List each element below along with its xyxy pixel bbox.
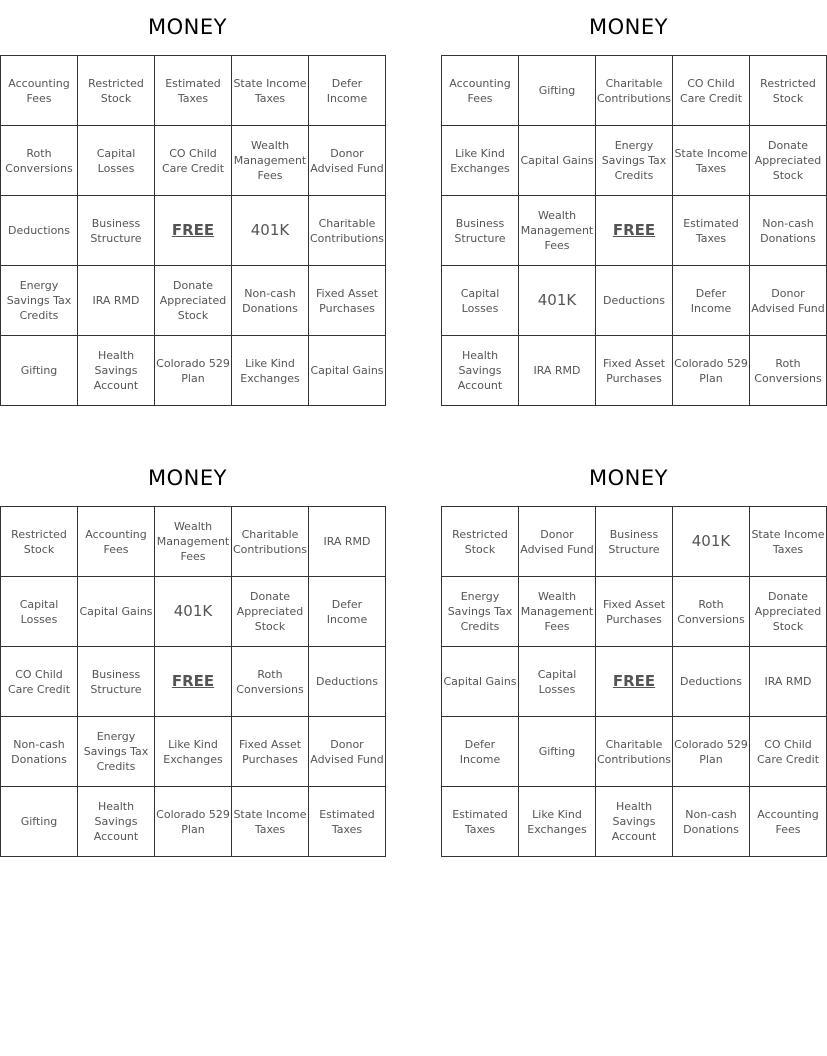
bingo-cell: CO Child Care Credit: [1, 647, 78, 717]
bingo-cell: Charitable Contributions: [596, 56, 673, 126]
bingo-grid: [0, 55, 386, 406]
free-space-cell: FREE: [155, 647, 232, 717]
grid-row: [1, 647, 386, 717]
bingo-cell: Fixed Asset Purchases: [232, 717, 309, 787]
bingo-cell: Restricted Stock: [1, 507, 78, 577]
bingo-cell: 401K: [155, 577, 232, 647]
bingo-cell: Deductions: [1, 196, 78, 266]
bingo-cell: Health Savings Account: [78, 787, 155, 857]
grid-row: [1, 266, 386, 336]
bingo-cell: Donor Advised Fund: [519, 507, 596, 577]
bingo-cell: Roth Conversions: [750, 336, 827, 406]
grid-row: [442, 56, 827, 126]
bingo-cell: Accounting Fees: [1, 56, 78, 126]
bingo-cell: Business Structure: [596, 507, 673, 577]
bingo-cell: Deductions: [673, 647, 750, 717]
bingo-cell: Health Savings Account: [442, 336, 519, 406]
grid-row: [442, 266, 827, 336]
bingo-cell: Colorado 529 Plan: [673, 717, 750, 787]
bingo-cell: CO Child Care Credit: [155, 126, 232, 196]
bingo-cell: 401K: [232, 196, 309, 266]
bingo-cell: Gifting: [1, 787, 78, 857]
bingo-cell: CO Child Care Credit: [750, 717, 827, 787]
grid-row: [442, 196, 827, 266]
bingo-cell: Wealth Management Fees: [155, 507, 232, 577]
bingo-cell: Capital Losses: [78, 126, 155, 196]
grid-row: [1, 196, 386, 266]
bingo-cell: Donor Advised Fund: [309, 126, 386, 196]
bingo-card-3: [0, 451, 384, 857]
grid-row: [1, 126, 386, 196]
bingo-cell: Fixed Asset Purchases: [596, 336, 673, 406]
bingo-cell: 401K: [673, 507, 750, 577]
bingo-cell: Gifting: [519, 717, 596, 787]
bingo-cell: Non-cash Donations: [232, 266, 309, 336]
bingo-cell: Defer Income: [309, 577, 386, 647]
bingo-cell: Health Savings Account: [78, 336, 155, 406]
bingo-cell: IRA RMD: [750, 647, 827, 717]
bingo-cell: Roth Conversions: [673, 577, 750, 647]
bingo-cell: Estimated Taxes: [442, 787, 519, 857]
bingo-cell: Restricted Stock: [442, 507, 519, 577]
bingo-cell: 401K: [519, 266, 596, 336]
bingo-cell: Donate Appreciated Stock: [155, 266, 232, 336]
card-title: MONEY: [148, 15, 227, 39]
bingo-cell: Donate Appreciated Stock: [750, 577, 827, 647]
bingo-cell: Non-cash Donations: [750, 196, 827, 266]
free-space-cell: FREE: [155, 196, 232, 266]
card-title: MONEY: [148, 466, 227, 490]
bingo-cell: Colorado 529 Plan: [673, 336, 750, 406]
bingo-cell: Non-cash Donations: [1, 717, 78, 787]
bingo-cell: Health Savings Account: [596, 787, 673, 857]
bingo-cell: Like Kind Exchanges: [442, 126, 519, 196]
bingo-cell: Defer Income: [442, 717, 519, 787]
bingo-cell: Deductions: [596, 266, 673, 336]
grid-row: [442, 577, 827, 647]
bingo-cell: IRA RMD: [309, 507, 386, 577]
bingo-cell: CO Child Care Credit: [673, 56, 750, 126]
bingo-cell: Restricted Stock: [750, 56, 827, 126]
bingo-cell: Gifting: [519, 56, 596, 126]
bingo-cell: Accounting Fees: [78, 507, 155, 577]
bingo-cell: Restricted Stock: [78, 56, 155, 126]
bingo-cell: Donate Appreciated Stock: [750, 126, 827, 196]
bingo-cell: Business Structure: [78, 196, 155, 266]
bingo-cell: Roth Conversions: [1, 126, 78, 196]
bingo-cell: Like Kind Exchanges: [232, 336, 309, 406]
free-space-cell: FREE: [596, 647, 673, 717]
bingo-cell: Capital Losses: [1, 577, 78, 647]
bingo-cell: IRA RMD: [78, 266, 155, 336]
card-title: MONEY: [589, 15, 668, 39]
bingo-cell: Capital Gains: [78, 577, 155, 647]
bingo-cell: Deductions: [309, 647, 386, 717]
bingo-cell: Charitable Contributions: [309, 196, 386, 266]
grid-row: [442, 717, 827, 787]
bingo-cell: Energy Savings Tax Credits: [596, 126, 673, 196]
bingo-cell: Defer Income: [673, 266, 750, 336]
bingo-cell: Like Kind Exchanges: [155, 717, 232, 787]
bingo-cell: Charitable Contributions: [232, 507, 309, 577]
bingo-grid: [0, 506, 386, 857]
bingo-cell: Roth Conversions: [232, 647, 309, 717]
bingo-cell: Capital Gains: [309, 336, 386, 406]
grid-row: [442, 336, 827, 406]
bingo-cell: Fixed Asset Purchases: [596, 577, 673, 647]
bingo-cell: Donor Advised Fund: [750, 266, 827, 336]
grid-row: [1, 787, 386, 857]
bingo-card-4: [441, 451, 825, 857]
bingo-card-2: [441, 0, 825, 406]
bingo-cell: Colorado 529 Plan: [155, 336, 232, 406]
bingo-cell: Wealth Management Fees: [519, 196, 596, 266]
bingo-cell: Defer Income: [309, 56, 386, 126]
bingo-cell: Accounting Fees: [442, 56, 519, 126]
bingo-cell: State Income Taxes: [750, 507, 827, 577]
bingo-cell: Capital Gains: [519, 126, 596, 196]
bingo-cell: Energy Savings Tax Credits: [1, 266, 78, 336]
bingo-cell: Energy Savings Tax Credits: [78, 717, 155, 787]
card-title: MONEY: [589, 466, 668, 490]
bingo-grid: [441, 55, 827, 406]
bingo-cell: State Income Taxes: [232, 56, 309, 126]
bingo-cell: Capital Losses: [442, 266, 519, 336]
grid-row: [1, 577, 386, 647]
bingo-cell: Capital Gains: [442, 647, 519, 717]
grid-row: [442, 507, 827, 577]
bingo-cell: IRA RMD: [519, 336, 596, 406]
bingo-cell: Donate Appreciated Stock: [232, 577, 309, 647]
grid-row: [1, 56, 386, 126]
bingo-cell: Estimated Taxes: [673, 196, 750, 266]
bingo-cell: Estimated Taxes: [155, 56, 232, 126]
bingo-cell: Colorado 529 Plan: [155, 787, 232, 857]
bingo-cell: Estimated Taxes: [309, 787, 386, 857]
bingo-card-1: [0, 0, 385, 406]
bingo-cell: Energy Savings Tax Credits: [442, 577, 519, 647]
bingo-grid: [441, 506, 827, 857]
free-space-cell: FREE: [596, 196, 673, 266]
bingo-cell: Business Structure: [442, 196, 519, 266]
bingo-cell: Fixed Asset Purchases: [309, 266, 386, 336]
bingo-cell: Wealth Management Fees: [519, 577, 596, 647]
grid-row: [442, 647, 827, 717]
bingo-cell: Donor Advised Fund: [309, 717, 386, 787]
grid-row: [1, 507, 386, 577]
bingo-cell: Capital Losses: [519, 647, 596, 717]
bingo-cell: Charitable Contributions: [596, 717, 673, 787]
grid-row: [1, 717, 386, 787]
bingo-cell: Accounting Fees: [750, 787, 827, 857]
grid-row: [442, 126, 827, 196]
bingo-cell: Business Structure: [78, 647, 155, 717]
bingo-cell: State Income Taxes: [673, 126, 750, 196]
bingo-cell: Non-cash Donations: [673, 787, 750, 857]
grid-row: [1, 336, 386, 406]
bingo-cell: State Income Taxes: [232, 787, 309, 857]
bingo-cell: Like Kind Exchanges: [519, 787, 596, 857]
bingo-cell: Gifting: [1, 336, 78, 406]
grid-row: [442, 787, 827, 857]
bingo-cell: Wealth Management Fees: [232, 126, 309, 196]
